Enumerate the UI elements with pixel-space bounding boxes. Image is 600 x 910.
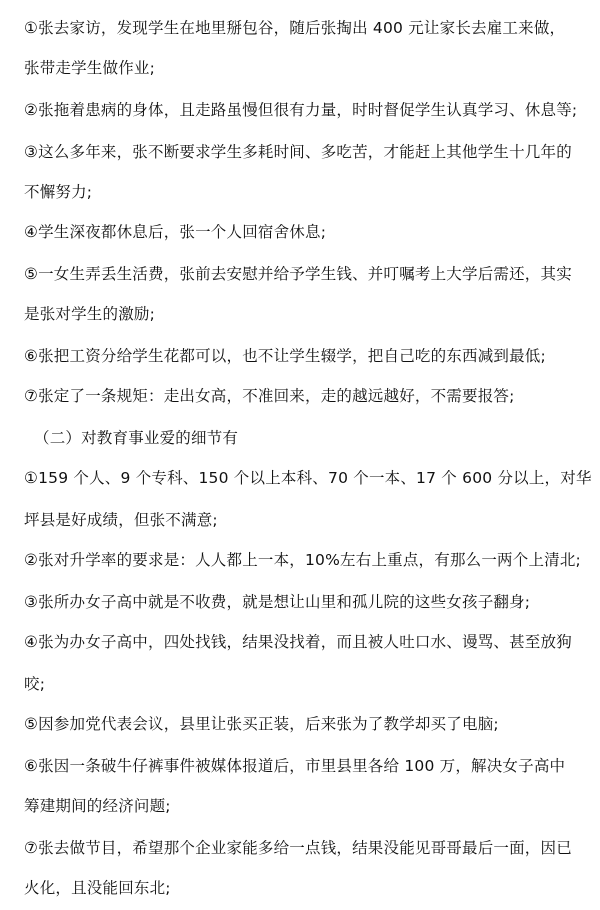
text-line: ②张对升学率的要求是：人人都上一本，10%左右上重点，有那么一两个上清北; [24,551,581,569]
text-line: ①张去家访，发现学生在地里掰包谷，随后张掏出 400 元让家长去雇工来做， [24,19,566,37]
text-line: 是张对学生的激励; [24,305,156,323]
text-line: ②张拖着患病的身体，且走路虽慢但很有力量，时时督促学生认真学习、休息等; [24,101,578,119]
text-line: 火化，且没能回东北; [24,879,171,897]
text-line: 张带走学生做作业; [24,59,156,77]
text-line: 咬; [24,675,46,693]
text-line: ⑤因参加党代表会议，县里让张买正装，后来张为了教学却买了电脑; [24,715,499,733]
section-heading: （二）对教育事业爱的细节有 [34,429,239,447]
text-line: ⑦张去做节目，希望那个企业家能多给一点钱，结果没能见哥哥最后一面，因已 [24,839,572,857]
text-line: 坪县是好成绩，但张不满意; [24,511,218,529]
text-line: 筹建期间的经济问题; [24,797,171,815]
text-line: 不懈努力; [24,183,93,201]
text-line: ④张为办女子高中，四处找钱，结果没找着，而且被人吐口水、谩骂、甚至放狗 [24,633,572,651]
text-line: ①159 个人、9 个专科、150 个以上本科、70 个一本、17 个 600 分以上，对华 [24,469,592,487]
text-line: ③张所办女子高中就是不收费，就是想让山里和孤儿院的这些女孩子翻身; [24,593,531,611]
text-line: ⑥张把工资分给学生花都可以，也不让学生辍学，把自己吃的东西减到最低; [24,347,546,365]
text-line: ⑤一女生弄丢生活费，张前去安慰并给予学生钱、并叮嘱考上大学后需还，其实 [24,265,572,283]
text-line: ④学生深夜都休息后，张一个人回宿舍休息; [24,223,327,241]
text-line: ⑦张定了一条规矩：走出女高，不准回来，走的越远越好，不需要报答; [24,387,515,405]
text-line: ⑥张因一条破牛仔裤事件被媒体报道后，市里县里各给 100 万，解决女子高中 [24,757,566,775]
text-line: ③这么多年来，张不断要求学生多耗时间、多吃苦，才能赶上其他学生十几年的 [24,143,572,161]
